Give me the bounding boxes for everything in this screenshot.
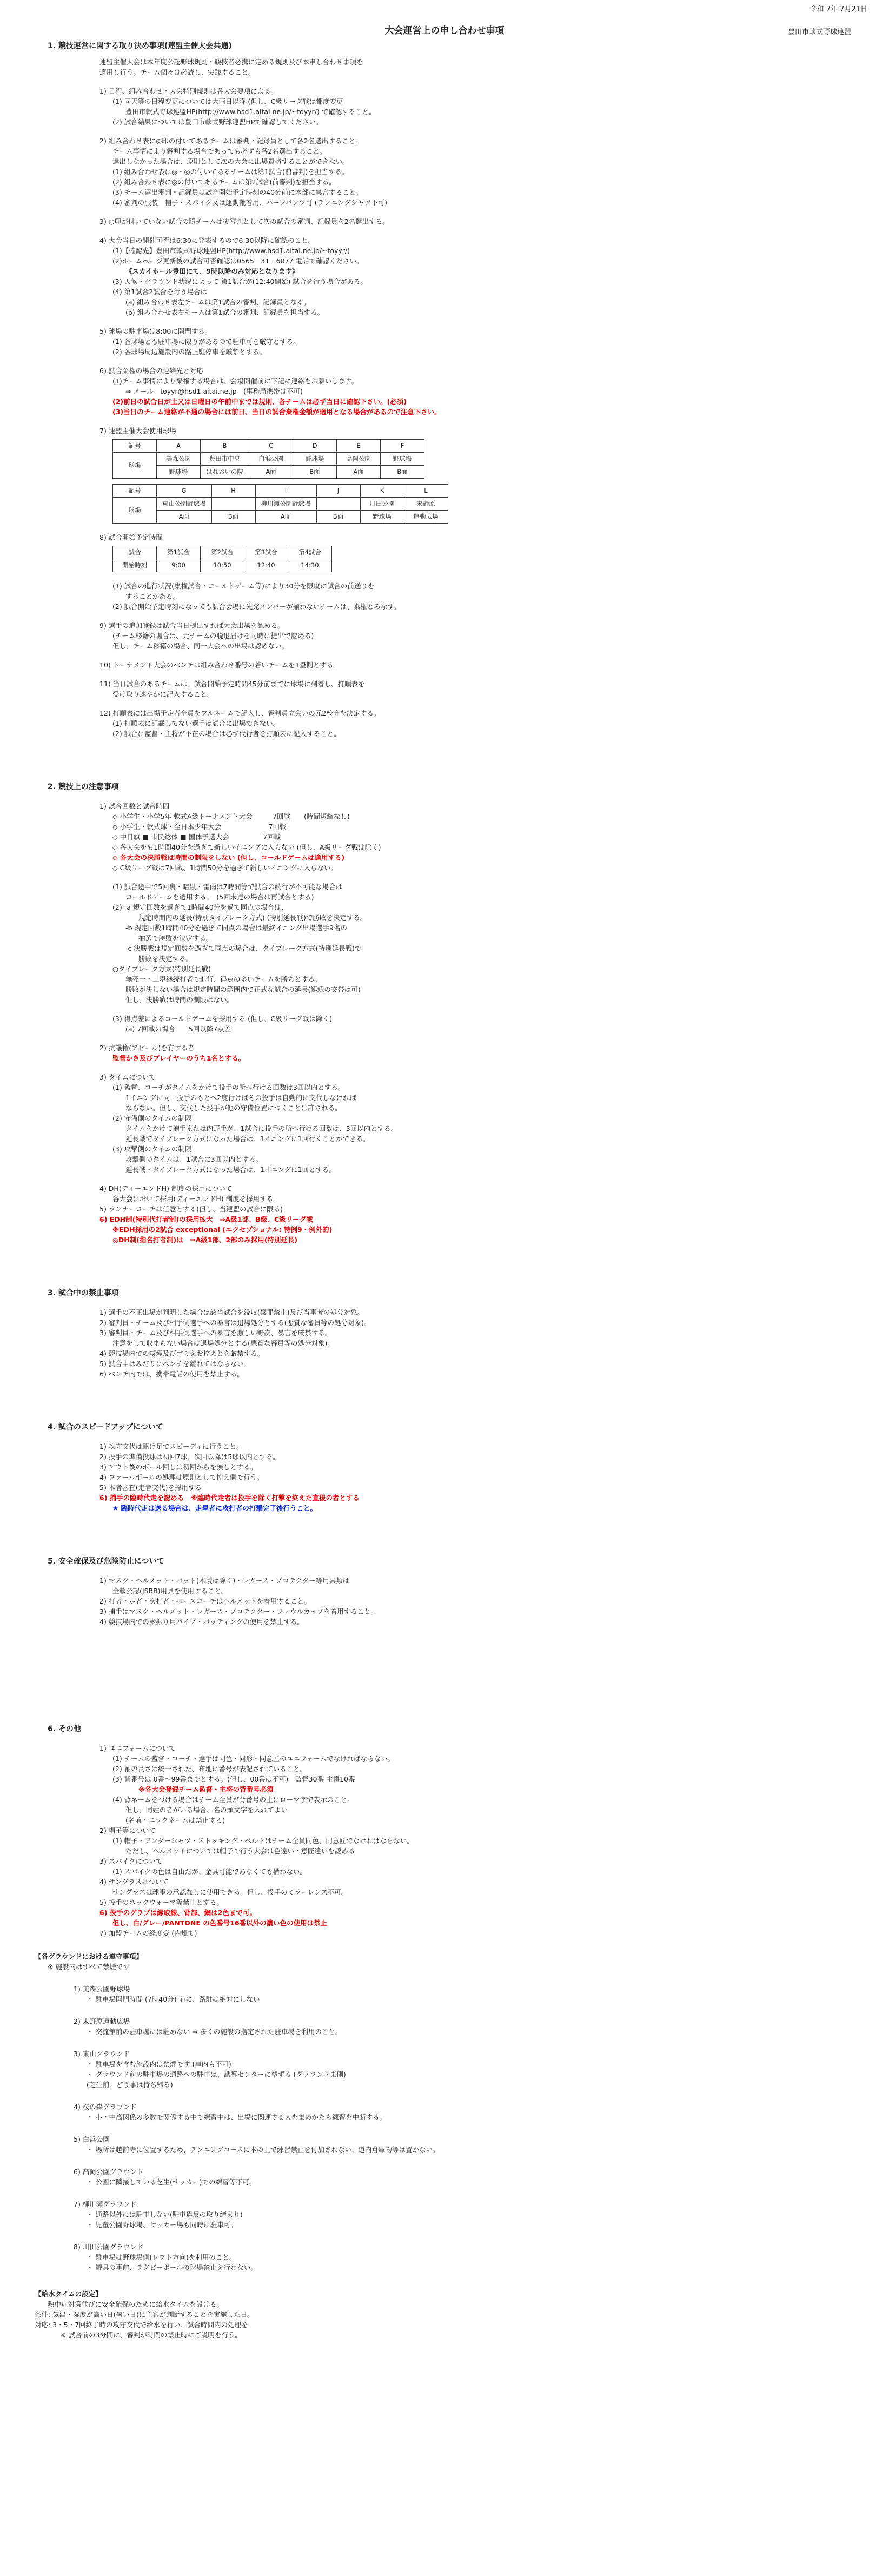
times-item bbox=[99, 532, 846, 572]
ground-item bbox=[74, 2049, 846, 2090]
ground-title: 6) 高岡公園グラウンド bbox=[74, 2168, 144, 2176]
ground-title: 8) 川田公園グラウンド bbox=[74, 2243, 144, 2251]
text-line: 延長戦でタイブレーク方式になった場合は、1イニングに1回行くことができる。 bbox=[125, 1135, 370, 1143]
table-cell: B面 bbox=[381, 466, 424, 479]
table-cell: 高岡公園 bbox=[337, 453, 381, 466]
grounds-note: ※ 施設内はすべて禁煙です bbox=[48, 1963, 130, 1971]
table-cell: J bbox=[316, 485, 360, 498]
text-line: 豊田市軟式野球連盟HP(http://www.hsd1.aitai.ne.jp/~toyyr/) で確認すること。 bbox=[125, 108, 376, 116]
ground-item bbox=[74, 1984, 846, 2004]
text-line: (2) 試合に監督・主将が不在の場合は必ず代行者を打順表に記入すること。 bbox=[112, 730, 341, 738]
text-line: 4) ファールボールの処理は原則として控え側で行う。 bbox=[99, 1473, 264, 1481]
organization-name: 豊田市軟式野球連盟 bbox=[787, 28, 851, 36]
text-line: (2) 各球場周辺施設内の路上駐停車を厳禁とする。 bbox=[112, 348, 267, 356]
text-line: ◎DH制(指名打者制)は ⇒A級1部、2部のみ採用(特別延長) bbox=[112, 1236, 298, 1244]
text-line: (3) 背番号は 0番〜99番までとする。(但し、00番は不可) 監督30番 主将10番 bbox=[112, 1775, 355, 1783]
text-line: ※ 試合前の3分間に、審判が時間の禁止時にご説明を行う。 bbox=[61, 2331, 242, 2339]
table-cell: 第4試合 bbox=[288, 546, 332, 559]
text-line: -b 規定回数1時間40分を過ぎて同点の場合は最終イニング出場選手9名の bbox=[125, 924, 347, 932]
text-line: (2) 袖の長さは統一された、布地に番号が表記されていること。 bbox=[112, 1765, 307, 1773]
text-line: 5) 試合中はみだりにベンチを離れてはならない。 bbox=[99, 1360, 251, 1368]
table-row bbox=[113, 559, 332, 572]
ground-title: 3) 東山グラウンド bbox=[74, 2050, 130, 2058]
ground-rule: ・ 駐車場は野球場側(レフト方向)を利用のこと。 bbox=[87, 2253, 236, 2261]
text-line: (1)チーム事情により棄権する場合は、会場開催前に下記に連絡をお願いします。 bbox=[112, 377, 359, 385]
text-line: (2) 試合結果については豊田市軟式野球連盟HPで確認してください。 bbox=[112, 118, 323, 126]
table-cell: 運動広場 bbox=[404, 511, 448, 524]
section-3-heading: 3. 試合中の禁止事項 bbox=[48, 1289, 119, 1297]
game-times-table bbox=[112, 546, 332, 572]
text-line: 7) 加盟チームの経度変 (内規で) bbox=[99, 1929, 197, 1937]
section-5-heading: 5. 安全確保及び危険防止について bbox=[48, 1557, 164, 1566]
text-line: 1) ユニフォームについて bbox=[99, 1744, 176, 1752]
table-cell: 東山公園野球場 bbox=[157, 498, 212, 511]
text-line: 3) アウト後のボール回しは初回からを無しとする。 bbox=[99, 1463, 257, 1471]
text-line: (2) -a 規定回数を過ぎて1時間40分を過て同点の場合は、 bbox=[112, 903, 288, 911]
text-line: 全軟公認(JSBB)用具を使用すること。 bbox=[112, 1587, 228, 1595]
table-cell bbox=[316, 498, 360, 511]
table-cell: 野球場 bbox=[360, 511, 404, 524]
text-line: (3) 攻撃側のタイムの制限 bbox=[112, 1145, 192, 1153]
table-cell: 9:00 bbox=[157, 559, 201, 572]
text-line: 監督かき及びプレイヤーのうち1名とする。 bbox=[112, 1054, 246, 1062]
list-item bbox=[99, 326, 846, 357]
text-line: 但し、チーム移籍の場合、同一大会への出場は認めない。 bbox=[112, 642, 289, 650]
table-cell: 末野原 bbox=[404, 498, 448, 511]
table-cell: C bbox=[249, 440, 293, 453]
text-line: (1) チームの監督・コーチ・選手は同色・同形・同意匠のユニフォームでなければならない。 bbox=[112, 1754, 395, 1763]
table-cell: D bbox=[293, 440, 337, 453]
text-line: (1) スパイクの色は自由だが、金具可能であなくても構わない。 bbox=[112, 1868, 307, 1876]
text-line: 3) ○印が付いていない試合の勝チームは後審判として次の試合の審判、記録員を2名選出する。 bbox=[99, 217, 389, 226]
text-line: (1) 各球場とも駐車場に限りがあるので駐車可を厳守とする。 bbox=[112, 337, 300, 346]
section-3-lines bbox=[99, 1307, 846, 1379]
ground-item bbox=[74, 2199, 846, 2230]
text-line: ◇ 中日旗 ■ 市民総体 ■ 国体予選大会 7回戦 bbox=[112, 833, 281, 841]
text-line: ◇ 小学生・小学5年 軟式A級トーナメント大会 7回戦 (時間短縮なし) bbox=[112, 812, 350, 820]
text-line: 4) 競技場内での喫煙及びゴミをお控えとを厳禁する。 bbox=[99, 1349, 264, 1357]
text-line: 各大会において採用(ディーエンドH) 制度を採用する。 bbox=[112, 1195, 280, 1203]
text-line: 2) 投手の準備投球は初回7球、次回以降は5球以内とする。 bbox=[99, 1453, 280, 1461]
text-line: 1) 試合回数と試合時間 bbox=[99, 802, 170, 810]
text-line: 但し、同姓の者がいる場合、名の頭文字を入れてよい bbox=[125, 1806, 288, 1814]
ground-item bbox=[74, 2167, 846, 2187]
list-item bbox=[99, 660, 846, 670]
text-line: 延長戦・タイブレーク方式になった場合は、1イニングに1回とする。 bbox=[125, 1166, 336, 1174]
table-cell: L bbox=[404, 485, 448, 498]
ground-item bbox=[74, 2016, 846, 2037]
text-line: ※各大会登録チーム監督・主将の背番号必須 bbox=[138, 1785, 274, 1793]
section-4-lines bbox=[99, 1441, 846, 1513]
list-item bbox=[99, 216, 846, 227]
table-cell: B面 bbox=[316, 511, 360, 524]
section-1-heading: 1. 競技運営に関する取り決め事項(連盟主催大会共通) bbox=[48, 42, 232, 50]
list-item bbox=[99, 136, 846, 208]
fields-item bbox=[99, 426, 846, 524]
text-line: ◇ 小学生・軟式球・全日本少年大会 7回戦 bbox=[112, 823, 287, 831]
text-line: 無死一・二塁継続打者で進行、得点の多いチームを勝ちとする。 bbox=[125, 975, 322, 983]
text-line: (1) 監督、コーチがタイムをかけて投手の所へ行ける回数は3回以内とする。 bbox=[112, 1083, 345, 1091]
text-line: 2) 抗議権(アピール)を有する者 bbox=[99, 1044, 195, 1052]
table-cell: 開始時刻 bbox=[113, 559, 157, 572]
list-item bbox=[99, 882, 846, 1005]
table-cell: B面 bbox=[293, 466, 337, 479]
text-line: 5) 投手のネックウォーマ等禁止とする。 bbox=[99, 1898, 223, 1906]
text-line: 4) サングラスについて bbox=[99, 1878, 169, 1886]
text-line: 11) 当日試合のあるチームは、試合開始予定時間45分前までに球場に到着し、打順表を bbox=[99, 680, 365, 688]
text-line: (3) 得点差によるコールドゲームを採用する (但し、C級リーグ戦は除く) bbox=[112, 1015, 333, 1023]
table-cell: はれおいの院 bbox=[201, 466, 249, 479]
text-line: 熱中症対策並びに安全確保のために給水タイムを設ける。 bbox=[48, 2300, 223, 2308]
text-line: 6) 試合棄権の場合の連絡先と対応 bbox=[99, 367, 203, 375]
table-cell: A面 bbox=[337, 466, 381, 479]
document-body bbox=[35, 41, 846, 2340]
section-1-items bbox=[35, 86, 846, 417]
section-6-lines bbox=[99, 1743, 846, 1938]
text-line: 抽選で勝敗を決定する。 bbox=[138, 934, 213, 942]
table-cell: B面 bbox=[211, 511, 255, 524]
text-line: 1イニングに同一投手のもとへ2度行けばその投手は自動的に交代しなければ bbox=[125, 1094, 357, 1102]
table-cell: A面 bbox=[249, 466, 293, 479]
table-cell: 第2試合 bbox=[201, 546, 244, 559]
text-line: 但し、決勝戦は時間の制限はない。 bbox=[125, 996, 234, 1004]
intro-line: 適用し行う。チーム個々は必読し、実践すること。 bbox=[99, 68, 255, 76]
table-row bbox=[113, 485, 448, 498]
text-line: (1) 同天等の日程変更については大雨日以降 (但し、C級リーグ戦は都度変更 bbox=[112, 97, 343, 105]
text-line: (2)ホームページ更新後の試合可否確認は0565－31－6077 電話で確認ください。 bbox=[112, 257, 363, 265]
table-row bbox=[113, 511, 448, 524]
ground-item bbox=[74, 2102, 846, 2122]
list-item bbox=[99, 1183, 846, 1245]
text-line: 但し、白/グレー/PANTONE の色番号16番以外の濃い色の使用は禁止 bbox=[112, 1919, 328, 1927]
list-item bbox=[99, 620, 846, 651]
table-cell: 野球場 bbox=[293, 453, 337, 466]
text-line: (1) 組み合わせ表に◎・◎の付いてあるチームは第1試合(前審判)を担当する。 bbox=[112, 168, 349, 176]
fields-table-2 bbox=[112, 484, 448, 524]
list-item bbox=[99, 1014, 846, 1034]
table-cell: G bbox=[157, 485, 212, 498]
table-cell: I bbox=[255, 485, 316, 498]
text-line: 対応: 3・5・7回終了時の攻守交代で給水を行い、試合時間内の処理を bbox=[35, 2321, 248, 2329]
text-line: 4) 競技場内での素振り用パイプ・バッティングの使用を禁止する。 bbox=[99, 1618, 304, 1626]
text-line: 1) 選手の不正出場が判明した場合は該当試合を没収(棄罪禁止)及び当事者の処分対象。 bbox=[99, 1308, 364, 1316]
table-cell: A面 bbox=[157, 511, 212, 524]
table-cell: A bbox=[157, 440, 201, 453]
list-item bbox=[99, 581, 846, 612]
intro-line: 連盟主催大会は本年度公認野球規則・競技者必携に定める規則及び本申し合わせ事項を bbox=[99, 58, 363, 66]
table-row bbox=[113, 498, 448, 511]
table-cell: 10:50 bbox=[201, 559, 244, 572]
text-line: 注意をして収まらない場合は退場処分とする(悪質な審員等の処分対象)。 bbox=[112, 1339, 334, 1347]
text-line: 2) 帽子等について bbox=[99, 1826, 156, 1835]
ground-rule: ・ 児童公園野球場、サッカー場も同時に駐車可。 bbox=[87, 2221, 237, 2229]
text-line: ◇ C級リーグ戦は7回戦、1時間50分を過ぎて新しいイニングに入らない。 bbox=[112, 864, 337, 872]
table-cell: 記号 bbox=[113, 485, 157, 498]
ground-item bbox=[74, 2242, 846, 2273]
ground-rule: (芝生前、どう事は持ち帰る) bbox=[87, 2081, 173, 2089]
ground-title: 2) 末野原運動広場 bbox=[74, 2017, 130, 2025]
section-2-items bbox=[35, 801, 846, 1245]
text-line: (4) 第1試合2試合を行う場合は bbox=[112, 288, 208, 296]
section-5-lines bbox=[99, 1575, 846, 1627]
section-1-intro bbox=[99, 57, 846, 77]
ground-rule: ・ グラウンド前の駐車場の通路への駐車は、誘導センターに準ずる (グラウンド東側) bbox=[87, 2070, 346, 2078]
text-line: (2) 試合開始予定時刻になっても試合会場に先発メンバーが揃わないチームは、棄権とみなす。 bbox=[112, 602, 401, 611]
list-item bbox=[99, 1043, 846, 1063]
ground-rule: ・ 公園に隣接している芝生(サッカー)での練習等不可。 bbox=[87, 2178, 256, 2186]
ground-title: 4) 桜の森グラウンド bbox=[74, 2103, 137, 2111]
text-line: ○タイブレーク方式(特別延長戦) bbox=[112, 965, 211, 973]
list-item bbox=[99, 679, 846, 699]
table-cell: E bbox=[337, 440, 381, 453]
text-line: チーム事情により審判する場合であっても必ずも各2名選出すること。 bbox=[112, 147, 327, 155]
ground-rule: ・ 小・中高関係の多数で関係する中で練習中は、出場に関連する人を集めかたも練習を中断する。 bbox=[87, 2113, 386, 2121]
table-cell: 柳川瀬公園野球場 bbox=[255, 498, 316, 511]
text-line: 5) 球場の駐車場は8:00に開門する。 bbox=[99, 327, 212, 335]
text-line: 1) 日程、組み合わせ・大会特別規則は各大会要項による。 bbox=[99, 87, 278, 95]
text-line: (a) 7回戦の場合 5回以降7点差 bbox=[125, 1025, 231, 1033]
text-line: (1)【確認先】豊田市軟式野球連盟HP(http://www.hsd1.aitai.ne.jp/~toyyr/) bbox=[112, 247, 350, 255]
ground-title: 1) 美森公園野球場 bbox=[74, 1985, 130, 1993]
text-line: (2) 守備側のタイムの制限 bbox=[112, 1114, 192, 1122]
list-item bbox=[99, 1072, 846, 1175]
text-line: 4) 大会当日の開催可否は6:30に発表するので6:30以降に確認のこと。 bbox=[99, 236, 315, 244]
text-line: 【給水タイムの設定】 bbox=[35, 2290, 102, 2298]
text-line: 2) 打者・走者・次打者・ベースコーチはヘルメットを着用すること。 bbox=[99, 1597, 311, 1605]
text-line: 勝敗が決しない場合は規定時間の範囲内で正式な試合の延長(連続の交替は可) bbox=[125, 985, 361, 994]
list-item bbox=[99, 235, 846, 317]
table-row bbox=[113, 453, 424, 466]
text-line: することがある。 bbox=[125, 592, 180, 600]
table-cell: F bbox=[381, 440, 424, 453]
text-line: (名前・ニックネームは禁止する) bbox=[125, 1816, 225, 1824]
grounds-items bbox=[35, 1984, 846, 2273]
text-line: 受け取り速やかに記入すること。 bbox=[112, 690, 214, 698]
text-line: -c 決勝戦は規定回数を過ぎて同点の場合は、タイブレーク方式(特別延長戦)で bbox=[125, 944, 362, 952]
text-line: 2) 審判員・チーム及び相手側選手への暴言は退場処分とする(悪質な審員等の処分対象)。 bbox=[99, 1319, 371, 1327]
text-line: ◇ 各大会の決勝戦は時間の制限をしない (但し、コールドゲームは適用する) bbox=[112, 853, 345, 862]
table-cell: 美森公園 bbox=[157, 453, 201, 466]
ground-rule: ・ 通路以外には駐車しない(駐車違反の取り締まり) bbox=[87, 2210, 243, 2219]
text-line: 9) 選手の追加登録は試合当日提出すれば大会出場を認める。 bbox=[99, 621, 284, 630]
footer-block bbox=[35, 2289, 846, 2340]
table-cell: 白浜公園 bbox=[249, 453, 293, 466]
list-item bbox=[99, 86, 846, 127]
list-item bbox=[99, 708, 846, 739]
text-line: (2)前日の試合日が土又は日曜日の午前中までは規則、各チームは必ず当日に確認下さい。(必須) bbox=[112, 398, 407, 406]
table-cell bbox=[211, 498, 255, 511]
text-line: (b) 組み合わせ表右チームは第1試合の審判、記録員を担当する。 bbox=[125, 308, 324, 316]
table-cell: B bbox=[201, 440, 249, 453]
text-line: 《スカイホール豊田にて、9時以降のみ対応となります》 bbox=[125, 267, 299, 275]
list-item bbox=[99, 801, 846, 873]
text-line: 12) 打順表には出場予定者全員をフルネームで記入し、審判員立会いの元2校守を決定する。 bbox=[99, 709, 381, 717]
table-cell: 野球場 bbox=[381, 453, 424, 466]
times-item-heading: 8) 試合開始予定時間 bbox=[99, 533, 163, 541]
text-line: 3) 捕手はマスク・ヘルメット・レガース・プロテクター・ファウルカップを着用すること。 bbox=[99, 1607, 378, 1615]
text-line: ◇ 各大会をも1時間40分を過ぎて新しいイニングに入らない (但し、A級リーグ戦は除く) bbox=[112, 843, 381, 851]
ground-item bbox=[74, 2134, 846, 2155]
table-cell: 第1試合 bbox=[157, 546, 201, 559]
table-cell: A面 bbox=[255, 511, 316, 524]
table-cell: 川田公園 bbox=[360, 498, 404, 511]
text-line: (4) 審判の服装 帽子・スパイク又は運動靴着用、ハーフパンツ可 (ランニングシャツ不可) bbox=[112, 198, 388, 207]
grounds-heading: 【各グラウンドにおける遵守事項】 bbox=[35, 1952, 143, 1961]
text-line: (1) 帽子・アンダーシャツ・ストッキング・ベルトはチーム全員同色、同意匠でなければならない。 bbox=[112, 1837, 414, 1845]
ground-rule: ・ 場所は越前寺に位置するため、ランニングコースに本の上で練習禁止を付加されない、道内倉庫物等は置かない。 bbox=[87, 2145, 440, 2154]
text-line: 4) DH(ディーエンドH) 制度の採用について bbox=[99, 1184, 233, 1193]
table-cell: 試合 bbox=[113, 546, 157, 559]
table-row bbox=[113, 440, 424, 453]
text-line: (a) 組み合わせ表左チームは第1試合の審判、記録員となる。 bbox=[125, 298, 310, 306]
text-line: 1) マスク・ヘルメット・バット(木製は除く)・レガース・プロテクター等用具類は bbox=[99, 1577, 350, 1585]
text-line: サングラスは球審の承認なしに使用できる。但し、投手のミラーレンズ不可。 bbox=[112, 1888, 348, 1896]
text-line: 6) 投手のグラブは縁取線、背部、網は2色まで可。 bbox=[99, 1909, 256, 1917]
text-line: (4) 背ネームをつける場合はチーム全員が背番号の上にローマ字で表示のこと。 bbox=[112, 1796, 354, 1804]
text-line: 3) 審判員・チーム及び相手側選手への暴言を激しい野次、暴言を厳禁する。 bbox=[99, 1329, 332, 1337]
text-line: 1) 攻守交代は駆け足でスピーディに行うこと。 bbox=[99, 1442, 243, 1451]
text-line: (3) 天候・グラウンド状況によって 第1試合が(12:40開始) 試合を行う場合がある。 bbox=[112, 277, 367, 286]
table-cell: 豊田市中央 bbox=[201, 453, 249, 466]
table-row bbox=[113, 546, 332, 559]
text-line: 6) 捕手の臨時代走を認める ※臨時代走者は投手を除く打撃を終えた直後の者とする bbox=[99, 1494, 360, 1502]
text-line: 3) タイムについて bbox=[99, 1073, 156, 1081]
text-line: 5) ランナーコーチは任意とする(但し、当連盟の試合に限る) bbox=[99, 1205, 283, 1213]
text-line: ただし、ヘルメットについては帽子で行う大会は色違い・意匠違いを認める bbox=[125, 1847, 355, 1855]
fields-table-1 bbox=[112, 439, 424, 479]
table-cell: K bbox=[360, 485, 404, 498]
section-6-heading: 6. その他 bbox=[48, 1725, 81, 1733]
ground-title: 7) 柳川瀬グラウンド bbox=[74, 2200, 137, 2208]
text-line: 条件: 気温・湿度が高い日(暑い日)に主審が判断することを実施した日。 bbox=[35, 2310, 254, 2319]
text-line: 規定時間内の延長(特別タイブレーク方式) (特別延長戦)で勝敗を決定する。 bbox=[138, 913, 367, 922]
text-line: タイムをかけて捕手または内野手が、1試合に投手の所へ行ける回数は、3回以内とする。 bbox=[125, 1124, 398, 1133]
table-row bbox=[113, 466, 424, 479]
text-line: (3) チーム選出審判・記録員は試合開始予定時刻の40分前に本部に集合すること。 bbox=[112, 188, 363, 196]
document-title: 大会運営上の申し合わせ事項 bbox=[384, 25, 505, 36]
text-line: (1) 試合途中で5回裏・暗黒・雷雨は7時間等で試合の続行が不可能な場合は bbox=[112, 883, 343, 891]
text-line: 2) 組み合わせ表に◎印の付いてあるチームは審判・記録員として各2名選出すること。 bbox=[99, 137, 362, 145]
table-cell: 野球場 bbox=[157, 466, 201, 479]
text-line: 攻撃側のタイムは、1試合に3回以内とする。 bbox=[125, 1155, 263, 1163]
text-line: ※EDH採用の2試合 exceptional (エクセプショナル: 特例9・例外的) bbox=[112, 1226, 333, 1234]
text-line: (1) 試合の進行状況(集権試合・コールドゲーム等)により30分を限度に試合の前送りを bbox=[112, 582, 375, 590]
table-cell: 12:40 bbox=[244, 559, 288, 572]
text-line: 6) EDH制(特別代打者制)の採用拡大 ⇒A級1部、B級、C級リーグ戦 bbox=[99, 1215, 313, 1223]
text-line: ならない。但し、交代した投手が他の守備位置につくことは許される。 bbox=[125, 1104, 342, 1112]
ground-title: 5) 白浜公園 bbox=[74, 2135, 110, 2143]
ground-rule: ・ 駐車場開門時間 (7時40分) 前に、路駐は絶対にしない bbox=[87, 1995, 260, 2003]
table-cell: 球場 bbox=[113, 453, 157, 479]
fields-item-heading: 7) 連盟主催大会使用球場 bbox=[99, 427, 176, 435]
table-cell: 14:30 bbox=[288, 559, 332, 572]
section-1-items-after bbox=[35, 581, 846, 739]
table-cell: 球場 bbox=[113, 498, 157, 524]
text-line: コールドゲームを適用する。 (5回未達の場合は再試合とする) bbox=[125, 893, 314, 901]
text-line: (チーム移籍の場合は、元チームの脱退届けを同時に提出で認める) bbox=[112, 632, 314, 640]
ground-rule: ・ 駐車場を含む施設内は禁煙です (車内も不可) bbox=[87, 2060, 231, 2068]
table-cell: 第3試合 bbox=[244, 546, 288, 559]
text-line: 5) 本者審査(走者交代)を採用する bbox=[99, 1484, 202, 1492]
text-line: 勝敗を決定する。 bbox=[138, 955, 193, 963]
text-line: (3)当日のチーム連絡が不通の場合には前日、当日の試合棄権金額が適用となる場合があるので注意下さい。 bbox=[112, 408, 441, 416]
ground-rule: ・ 遊具の事前、ラグビーボールの球場禁止を行わない。 bbox=[87, 2263, 257, 2272]
table-cell: H bbox=[211, 485, 255, 498]
list-item bbox=[99, 366, 846, 417]
document-date: 令和 7年 7月21日 bbox=[810, 5, 867, 14]
text-line: 選出しなかった場合は、原則として次の大会に出場資格することができない。 bbox=[112, 157, 349, 165]
text-line: (2) 組み合わせ表に◎の付いてあるチームは第2試合(前審判)を担当する。 bbox=[112, 178, 336, 186]
section-4-heading: 4. 試合のスピードアップについて bbox=[48, 1423, 163, 1432]
table-cell: 記号 bbox=[113, 440, 157, 453]
text-line: 6) ベンチ内では、携帯電話の使用を禁止する。 bbox=[99, 1370, 244, 1378]
text-line: ⇒ メール toyyr@hsd1.aitai.ne.jp (事務局携帯は不可) bbox=[125, 387, 303, 395]
text-line: 10) トーナメント大会のベンチは組み合わせ番号の若いチームを1塁側とする。 bbox=[99, 661, 340, 669]
text-line: ★ 臨時代走は送る場合は、走塁者に攻打者の打撃完了後行うこと。 bbox=[112, 1504, 317, 1512]
section-2-heading: 2. 競技上の注意事項 bbox=[48, 783, 119, 791]
ground-rule: ・ 交流館前の駐車場には駐めない ⇒ 多くの施設の指定された駐車場を利用のこと。 bbox=[87, 2028, 342, 2036]
text-line: 3) スパイクについて bbox=[99, 1857, 163, 1865]
text-line: (1) 打順表に記載してない選手は試合に出場できない。 bbox=[112, 719, 280, 727]
